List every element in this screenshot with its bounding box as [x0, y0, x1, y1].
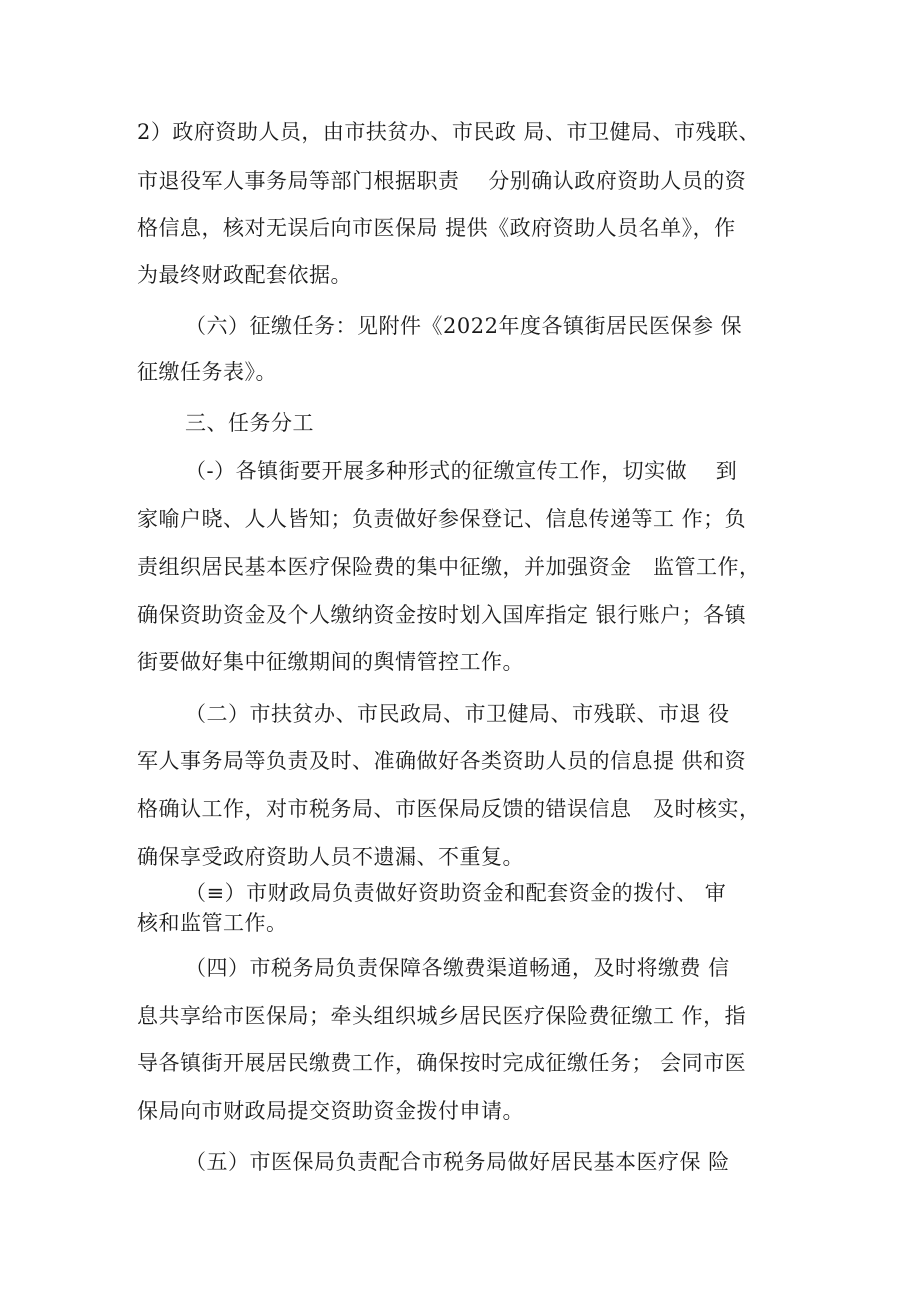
text-line: （二）市扶贫办、市民政局、市卫健局、市残联、市退 役: [185, 702, 730, 726]
text-line: 息共享给市医保局；牵头组织城乡居民医疗保险费征缴工 作，指: [137, 1004, 747, 1028]
text-line: 核和监管工作。: [137, 911, 288, 935]
text-line: 保局向市财政局提交资助资金拨付申请。: [137, 1099, 524, 1123]
text-line: 格确认工作，对市税务局、市医保局反馈的错误信息 及时核实，: [137, 797, 761, 821]
text-line: 家喻户晓、人人皆知；负责做好参保登记、信息传递等工 作；负: [137, 507, 747, 531]
text-line: 征缴任务表》。: [137, 360, 277, 384]
text-line: 导各镇街开展居民缴费工作，确保按时完成征缴任务； 会同市医: [137, 1051, 747, 1075]
text-line: （六）征缴任务：见附件《2022年度各镇街居民医保参 保: [185, 314, 743, 338]
text-line: （≡）市财政局负责做好资助资金和配套资金的拨付、 审: [185, 881, 727, 905]
text-line: （四）市税务局负责保障各缴费渠道畅通，及时将缴费 信: [185, 956, 730, 980]
text-line: 街要做好集中征缴期间的舆情管控工作。: [137, 650, 524, 674]
section-heading: 三、任务分工: [185, 411, 314, 435]
text-line: （-）各镇街要开展多种形式的征缴宣传工作，切实做 到: [185, 459, 738, 483]
text-line: （五）市医保局负责配合市税务局做好居民基本医疗保 险: [185, 1150, 730, 1174]
text-line: 确保享受政府资助人员不遗漏、不重复。: [137, 845, 524, 869]
text-line: 确保资助资金及个人缴纳资金按时划入国库指定 银行账户；各镇: [137, 603, 747, 627]
text-line: 2）政府资助人员，由市扶贫办、市民政 局、市卫健局、市残联、: [137, 120, 761, 144]
text-line: 责组织居民基本医疗保险费的集中征缴，并加强资金 监管工作，: [137, 555, 761, 579]
text-line: 为最终财政配套依据。: [137, 263, 352, 287]
text-line: 市退役军人事务局等部门根据职责 分别确认政府资助人员的资: [137, 169, 747, 193]
text-line: 军人事务局等负责及时、准确做好各类资助人员的信息提 供和资: [137, 749, 747, 773]
text-line: 格信息，核对无误后向市医保局 提供《政府资助人员名单》，作: [137, 216, 736, 240]
